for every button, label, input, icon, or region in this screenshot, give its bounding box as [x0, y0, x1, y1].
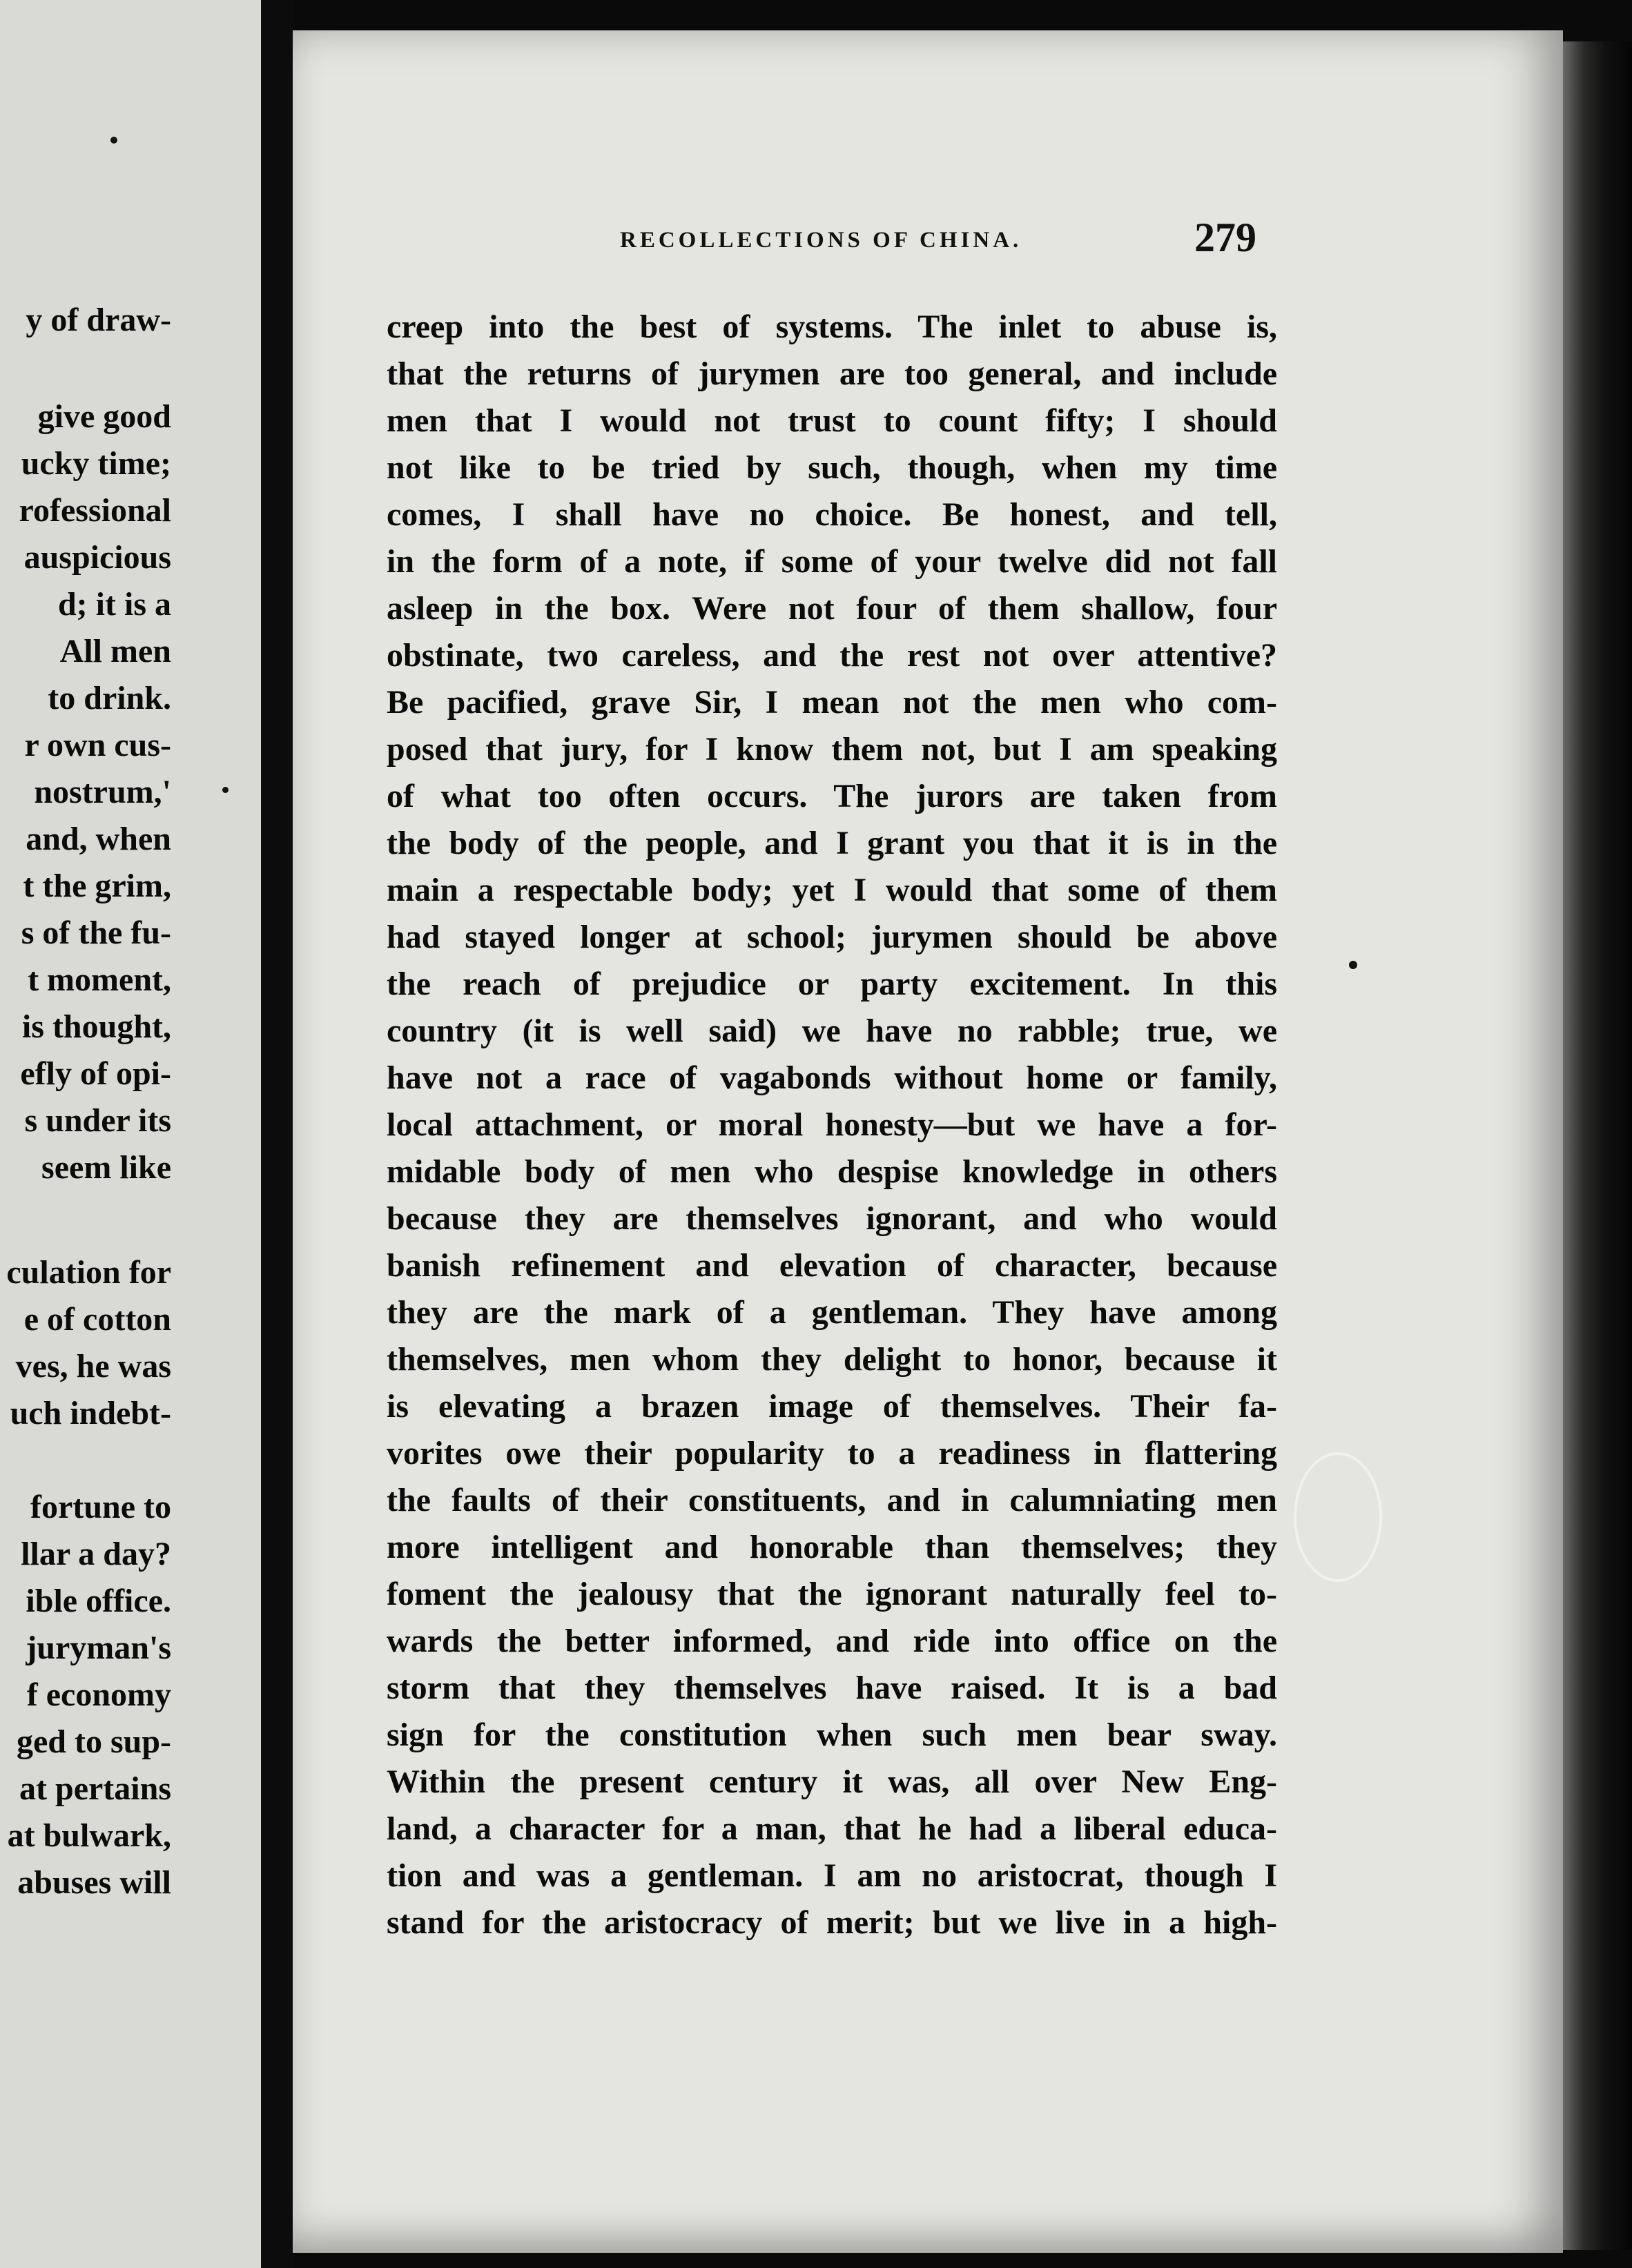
- text-line: country (it is well said) we have no rabble; true, we: [387, 1013, 1277, 1049]
- text-line: they are the mark of a gentleman. They have among: [387, 1294, 1277, 1331]
- left-text-line: r own cus-: [24, 727, 171, 763]
- left-text-line: ves, he was: [15, 1348, 171, 1385]
- text-line: Be pacified, grave Sir, I mean not the men who com-: [387, 684, 1277, 721]
- left-text-line: s of the fu-: [21, 915, 171, 951]
- left-text-line: d; it is a: [57, 586, 171, 623]
- text-line: comes, I shall have no choice. Be honest, and tell,: [387, 496, 1277, 533]
- text-line: posed that jury, for I know them not, but I am speaking: [387, 731, 1277, 768]
- left-text-line: juryman's: [26, 1630, 171, 1666]
- left-text-line: at bulwark,: [7, 1817, 171, 1854]
- left-text-line: seem like: [41, 1149, 171, 1186]
- left-text-line: ged to sup-: [16, 1723, 171, 1760]
- text-line: that the returns of jurymen are too general, and include: [387, 355, 1277, 392]
- left-text-line: llar a day?: [21, 1536, 171, 1572]
- left-text-line: All men: [59, 633, 171, 669]
- left-text-line: t moment,: [28, 961, 171, 998]
- text-line: asleep in the box. Were not four of them shallow, four: [387, 590, 1277, 627]
- text-line: Within the present century it was, all over New Eng-: [387, 1763, 1277, 1800]
- running-head: RECOLLECTIONS OF CHINA.: [620, 228, 1022, 253]
- left-text-line: to drink.: [48, 680, 171, 716]
- text-line: is elevating a brazen image of themselves. Their fa-: [387, 1388, 1277, 1425]
- left-text-line: y of draw-: [26, 302, 171, 338]
- left-text-line: t the grim,: [23, 868, 171, 904]
- text-line: main a respectable body; yet I would that some of them: [387, 872, 1277, 908]
- left-text-line: auspicious: [23, 539, 171, 576]
- paper-stain: [1294, 1452, 1382, 1582]
- left-text-line: ucky time;: [21, 445, 171, 482]
- ink-speck: [222, 787, 229, 793]
- text-line: storm that they themselves have raised. It is a bad: [387, 1670, 1277, 1706]
- text-line: the faults of their constituents, and in calumniating men: [387, 1482, 1277, 1518]
- ink-speck: [110, 137, 117, 144]
- text-line: men that I would not trust to count fifty; I should: [387, 402, 1277, 439]
- left-text-line: fortune to: [30, 1489, 171, 1525]
- book-gutter: [261, 0, 293, 2268]
- text-line: more intelligent and honorable than themselves; they: [387, 1529, 1277, 1565]
- left-text-line: efly of opi-: [20, 1055, 171, 1092]
- left-text-line: culation for: [6, 1254, 171, 1291]
- text-line: tion and was a gentleman. I am no aristocrat, though I: [387, 1857, 1277, 1894]
- left-facing-page: [0, 0, 261, 2268]
- ink-speck: [1349, 961, 1357, 969]
- left-text-line: s under its: [24, 1102, 171, 1139]
- left-text-line: nostrum,': [34, 774, 171, 810]
- main-page: [293, 30, 1563, 2253]
- text-line: had stayed longer at school; jurymen should be above: [387, 919, 1277, 955]
- text-line: stand for the aristocracy of merit; but we live in a high-: [387, 1904, 1277, 1941]
- text-line: the body of the people, and I grant you that it is in the: [387, 825, 1277, 861]
- text-line: themselves, men whom they delight to honor, because it: [387, 1341, 1277, 1378]
- page-edge: [1563, 41, 1632, 2250]
- left-text-line: abuses will: [17, 1864, 171, 1901]
- left-text-line: uch indebt-: [10, 1395, 171, 1431]
- left-text-line: e of cotton: [23, 1301, 171, 1338]
- left-text-line: f economy: [26, 1676, 171, 1713]
- text-line: of what too often occurs. The jurors are taken from: [387, 778, 1277, 814]
- body-text: [293, 30, 1563, 2253]
- text-line: have not a race of vagabonds without home or family,: [387, 1059, 1277, 1096]
- text-line: local attachment, or moral honesty—but we have a for-: [387, 1106, 1277, 1143]
- left-text-line: and, when: [26, 821, 171, 857]
- left-text-line: ible office.: [26, 1583, 171, 1619]
- left-text-line: is thought,: [21, 1008, 171, 1045]
- text-line: land, a character for a man, that he had a liberal educa-: [387, 1810, 1277, 1847]
- text-line: sign for the constitution when such men bear sway.: [387, 1717, 1277, 1753]
- text-line: banish refinement and elevation of character, because: [387, 1247, 1277, 1284]
- text-line: obstinate, two careless, and the rest not over attentive?: [387, 637, 1277, 674]
- text-line: vorites owe their popularity to a readiness in flattering: [387, 1435, 1277, 1472]
- left-text-line: at pertains: [19, 1770, 171, 1807]
- text-line: foment the jealousy that the ignorant naturally feel to-: [387, 1576, 1277, 1612]
- text-line: in the form of a note, if some of your twelve did not fall: [387, 543, 1277, 580]
- page-number: 279: [1194, 215, 1256, 260]
- left-text-line: give good: [37, 398, 171, 435]
- text-line: not like to be tried by such, though, when my time: [387, 449, 1277, 486]
- text-line: the reach of prejudice or party excitement. In this: [387, 966, 1277, 1002]
- text-line: because they are themselves ignorant, and who would: [387, 1200, 1277, 1237]
- text-line: creep into the best of systems. The inlet to abuse is,: [387, 309, 1277, 345]
- text-line: midable body of men who despise knowledge in others: [387, 1153, 1277, 1190]
- left-text-line: rofessional: [19, 492, 171, 529]
- text-line: wards the better informed, and ride into office on the: [387, 1623, 1277, 1659]
